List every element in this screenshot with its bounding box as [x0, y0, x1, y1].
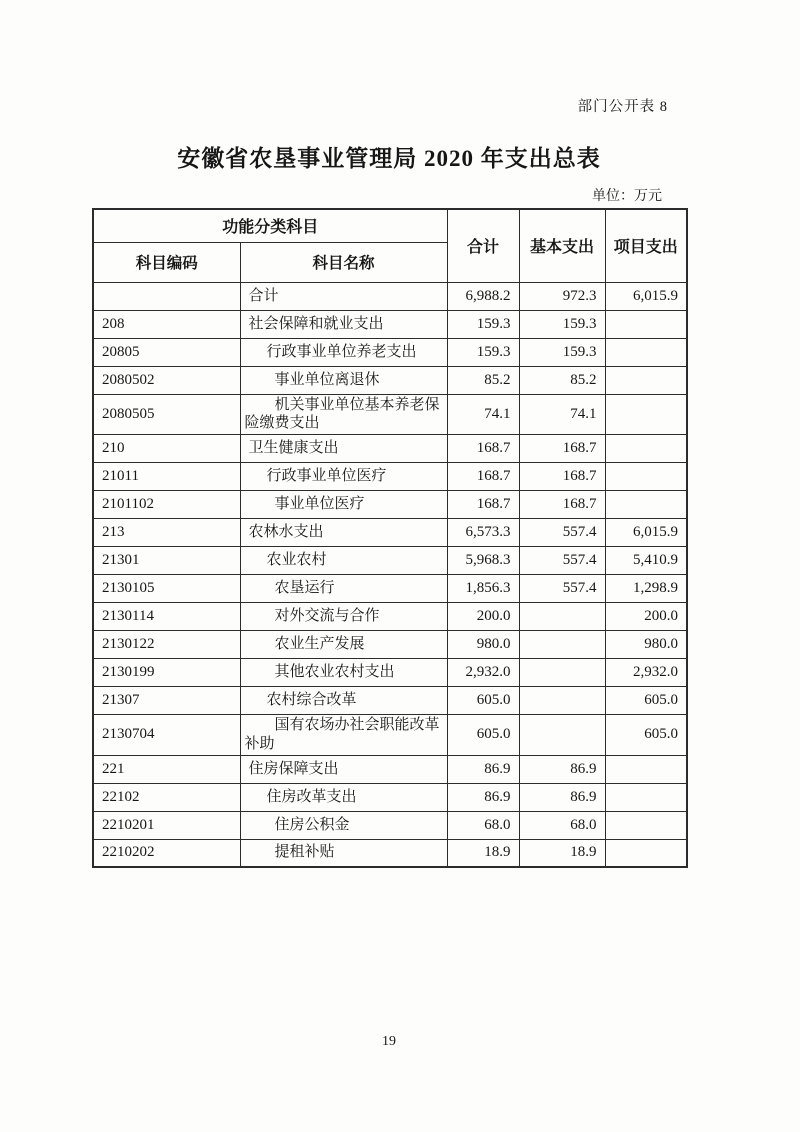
cell-basic-expenditure: 18.9 [519, 839, 605, 867]
cell-project-expenditure: 605.0 [605, 715, 687, 756]
cell-project-expenditure: 6,015.9 [605, 282, 687, 310]
cell-basic-expenditure [519, 687, 605, 715]
cell-basic-expenditure: 972.3 [519, 282, 605, 310]
cell-basic-expenditure: 85.2 [519, 366, 605, 394]
table-row [93, 491, 687, 519]
cell-total: 2,932.0 [447, 659, 519, 687]
cell-subject-name: 农业生产发展 [240, 631, 447, 659]
cell-project-expenditure [605, 394, 687, 435]
cell-subject-code: 2210201 [93, 811, 240, 839]
table-row [93, 463, 687, 491]
cell-subject-code: 2080505 [93, 394, 240, 435]
cell-total: 85.2 [447, 366, 519, 394]
cell-project-expenditure [605, 463, 687, 491]
cell-project-expenditure [605, 839, 687, 867]
cell-project-expenditure [605, 491, 687, 519]
cell-total: 86.9 [447, 755, 519, 783]
cell-subject-name: 农村综合改革 [240, 687, 447, 715]
cell-subject-name: 行政事业单位医疗 [240, 463, 447, 491]
cell-subject-code: 21307 [93, 687, 240, 715]
cell-total: 159.3 [447, 338, 519, 366]
cell-subject-name: 卫生健康支出 [240, 435, 447, 463]
cell-basic-expenditure [519, 631, 605, 659]
cell-total: 605.0 [447, 687, 519, 715]
cell-subject-code: 2080502 [93, 366, 240, 394]
cell-total: 74.1 [447, 394, 519, 435]
cell-subject-code: 20805 [93, 338, 240, 366]
table-row [93, 715, 687, 756]
cell-project-expenditure [605, 338, 687, 366]
cell-basic-expenditure: 557.4 [519, 519, 605, 547]
header-basic-expenditure: 基本支出 [519, 209, 605, 282]
expenditure-table [92, 208, 688, 868]
table-row [93, 282, 687, 310]
cell-project-expenditure [605, 755, 687, 783]
cell-basic-expenditure: 68.0 [519, 811, 605, 839]
cell-subject-name: 住房保障支出 [240, 755, 447, 783]
table-row [93, 519, 687, 547]
cell-total: 5,968.3 [447, 547, 519, 575]
table-row [93, 839, 687, 867]
table-row [93, 631, 687, 659]
cell-basic-expenditure [519, 659, 605, 687]
cell-subject-name: 行政事业单位养老支出 [240, 338, 447, 366]
cell-subject-name: 其他农业农村支出 [240, 659, 447, 687]
table-row [93, 310, 687, 338]
cell-total: 1,856.3 [447, 575, 519, 603]
cell-total: 68.0 [447, 811, 519, 839]
cell-project-expenditure [605, 435, 687, 463]
cell-project-expenditure: 6,015.9 [605, 519, 687, 547]
cell-project-expenditure: 5,410.9 [605, 547, 687, 575]
cell-total: 168.7 [447, 491, 519, 519]
page-number: 19 [382, 1034, 396, 1049]
cell-subject-name: 事业单位离退休 [240, 366, 447, 394]
cell-basic-expenditure: 86.9 [519, 783, 605, 811]
cell-subject-name: 国有农场办社会职能改革补助 [240, 715, 447, 756]
cell-subject-code: 2101102 [93, 491, 240, 519]
cell-project-expenditure [605, 310, 687, 338]
cell-subject-name: 提租补贴 [240, 839, 447, 867]
cell-basic-expenditure: 168.7 [519, 491, 605, 519]
table-row [93, 338, 687, 366]
header-total: 合计 [447, 209, 519, 282]
cell-project-expenditure [605, 783, 687, 811]
table-header [93, 209, 687, 282]
cell-basic-expenditure: 86.9 [519, 755, 605, 783]
table-row [93, 366, 687, 394]
cell-subject-code: 2130114 [93, 603, 240, 631]
cell-subject-name: 对外交流与合作 [240, 603, 447, 631]
header-functional-classification: 功能分类科目 [93, 209, 447, 242]
cell-basic-expenditure: 168.7 [519, 435, 605, 463]
table-row [93, 575, 687, 603]
cell-subject-code [93, 282, 240, 310]
cell-total: 6,988.2 [447, 282, 519, 310]
header-subject-name: 科目名称 [240, 242, 447, 282]
cell-total: 200.0 [447, 603, 519, 631]
cell-basic-expenditure: 168.7 [519, 463, 605, 491]
cell-subject-name: 住房公积金 [240, 811, 447, 839]
cell-total: 168.7 [447, 435, 519, 463]
cell-subject-name: 事业单位医疗 [240, 491, 447, 519]
cell-subject-code: 2130704 [93, 715, 240, 756]
cell-basic-expenditure: 159.3 [519, 310, 605, 338]
cell-basic-expenditure [519, 603, 605, 631]
cell-subject-name: 机关事业单位基本养老保险缴费支出 [240, 394, 447, 435]
table-row [93, 811, 687, 839]
table-row [93, 394, 687, 435]
cell-total: 980.0 [447, 631, 519, 659]
cell-subject-name: 农垦运行 [240, 575, 447, 603]
cell-project-expenditure: 200.0 [605, 603, 687, 631]
cell-total: 159.3 [447, 310, 519, 338]
cell-subject-code: 2130199 [93, 659, 240, 687]
cell-subject-code: 2130105 [93, 575, 240, 603]
cell-basic-expenditure: 557.4 [519, 547, 605, 575]
table-row [93, 687, 687, 715]
cell-subject-code: 21011 [93, 463, 240, 491]
cell-basic-expenditure: 74.1 [519, 394, 605, 435]
table-row [93, 547, 687, 575]
cell-basic-expenditure: 159.3 [519, 338, 605, 366]
cell-subject-code: 2130122 [93, 631, 240, 659]
table-body [93, 282, 687, 867]
header-subject-code: 科目编码 [93, 242, 240, 282]
cell-subject-code: 221 [93, 755, 240, 783]
cell-project-expenditure: 2,932.0 [605, 659, 687, 687]
cell-subject-code: 22102 [93, 783, 240, 811]
table-row [93, 603, 687, 631]
header-project-expenditure: 项目支出 [605, 209, 687, 282]
cell-basic-expenditure [519, 715, 605, 756]
table-row [93, 659, 687, 687]
cell-subject-code: 21301 [93, 547, 240, 575]
page-title: 安徽省农垦事业管理局 2020 年支出总表 [177, 146, 601, 171]
cell-project-expenditure: 605.0 [605, 687, 687, 715]
cell-total: 605.0 [447, 715, 519, 756]
page-content [92, 0, 686, 868]
cell-total: 6,573.3 [447, 519, 519, 547]
unit-label: 单位：万元 [592, 189, 662, 204]
cell-subject-code: 208 [93, 310, 240, 338]
cell-total: 168.7 [447, 463, 519, 491]
cell-subject-name: 社会保障和就业支出 [240, 310, 447, 338]
cell-project-expenditure: 1,298.9 [605, 575, 687, 603]
cell-subject-code: 210 [93, 435, 240, 463]
cell-project-expenditure: 980.0 [605, 631, 687, 659]
cell-subject-name: 合计 [240, 282, 447, 310]
doc-label: 部门公开表 8 [577, 99, 668, 115]
header-row-group [93, 209, 687, 242]
cell-subject-code: 2210202 [93, 839, 240, 867]
cell-total: 86.9 [447, 783, 519, 811]
table-row [93, 755, 687, 783]
cell-basic-expenditure: 557.4 [519, 575, 605, 603]
cell-subject-name: 住房改革支出 [240, 783, 447, 811]
cell-subject-name: 农林水支出 [240, 519, 447, 547]
cell-project-expenditure [605, 811, 687, 839]
cell-subject-code: 213 [93, 519, 240, 547]
table-row [93, 783, 687, 811]
cell-total: 18.9 [447, 839, 519, 867]
table-row [93, 435, 687, 463]
cell-project-expenditure [605, 366, 687, 394]
cell-subject-name: 农业农村 [240, 547, 447, 575]
